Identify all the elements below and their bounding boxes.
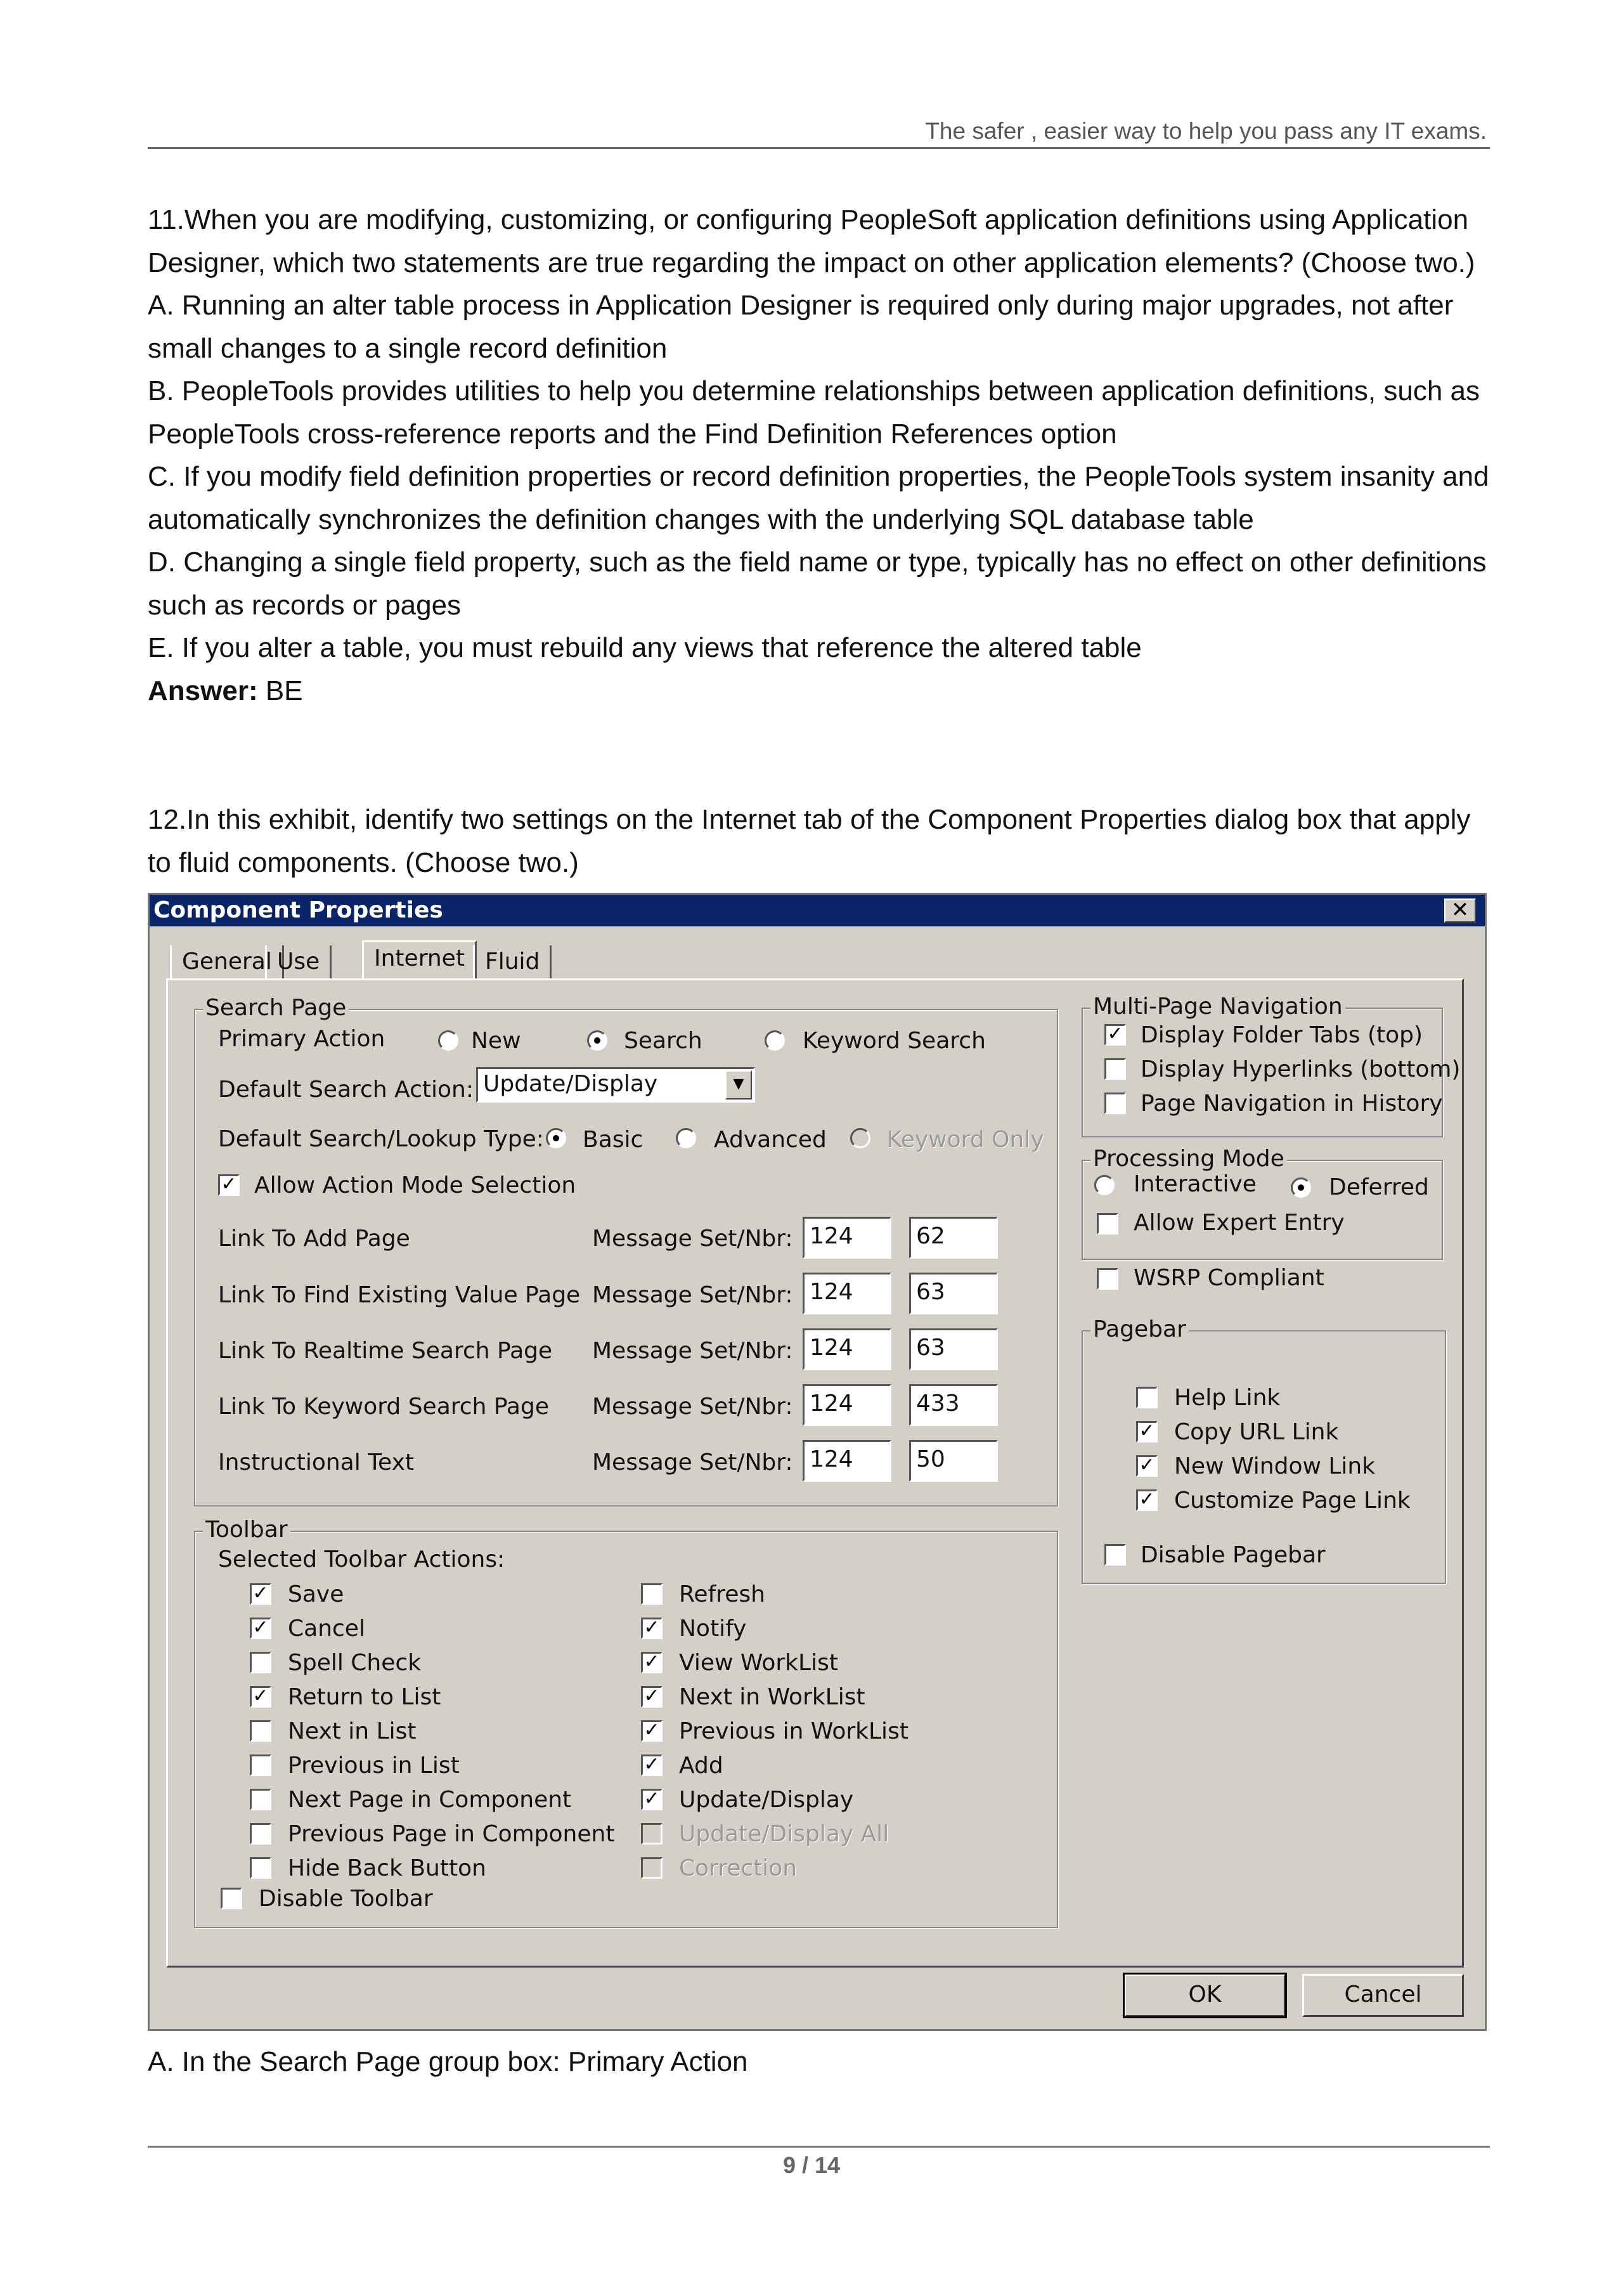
toolbar-add-checkbox[interactable]: ✓	[641, 1754, 663, 1776]
option-e: E. If you alter a table, you must rebuild any views that reference the altered table	[148, 632, 1142, 663]
toolbar-view-worklist-checkbox[interactable]: ✓	[641, 1652, 663, 1673]
search-page-title: Search Page	[203, 995, 349, 1021]
header-tagline: The safer , easier way to help you pass any IT exams.	[925, 118, 1487, 144]
answer-value: BE	[257, 675, 303, 706]
cancel-button[interactable]: Cancel	[1302, 1974, 1464, 2017]
tab-fluid[interactable]: Fluid	[473, 945, 552, 978]
default-search-action-label: Default Search Action:	[218, 1077, 474, 1103]
link-realtime-search-label: Link To Realtime Search Page	[218, 1338, 553, 1364]
display-folder-tabs-checkbox[interactable]: ✓	[1104, 1024, 1126, 1046]
toolbar-cancel-label: Cancel	[288, 1616, 365, 1642]
toolbar-spell-check-checkbox[interactable]	[250, 1652, 271, 1673]
tab-use[interactable]: Use	[265, 945, 332, 978]
chevron-down-icon[interactable]: ▼	[725, 1070, 752, 1099]
primary-search-label: Search	[624, 1028, 702, 1054]
toolbar-view-worklist-label: View WorkList	[679, 1650, 838, 1676]
toolbar-hide-back-checkbox[interactable]	[250, 1857, 271, 1879]
pagebar-title: Pagebar	[1090, 1316, 1189, 1342]
disable-pagebar-checkbox[interactable]	[1104, 1544, 1126, 1566]
link-keyword-search-nbr-input[interactable]: 433	[909, 1384, 998, 1426]
question-12-option-a	[148, 2040, 1498, 2084]
allow-action-mode-checkbox[interactable]: ✓	[218, 1174, 240, 1196]
message-set-label: Message Set/Nbr:	[592, 1282, 793, 1308]
lookup-keyword-only-label: Keyword Only	[887, 1127, 1044, 1153]
default-search-action-select[interactable]	[476, 1067, 755, 1103]
default-search-action-value: Update/Display	[483, 1071, 658, 1097]
question-11-text: 11.When you are modifying, customizing, or configuring PeopleSoft application definitions using Application Designer, which two statements are true regarding the impact on other application elements? (Choose two.)	[148, 204, 1475, 278]
toolbar-hide-back-label: Hide Back Button	[288, 1855, 486, 1881]
primary-keyword-radio[interactable]	[765, 1030, 785, 1051]
dialog-titlebar	[150, 895, 1485, 926]
toolbar-notify-label: Notify	[679, 1616, 747, 1642]
toolbar-cancel-checkbox[interactable]: ✓	[250, 1618, 271, 1639]
toolbar-update-display-label: Update/Display	[679, 1787, 854, 1813]
wsrp-compliant-checkbox[interactable]	[1097, 1268, 1118, 1290]
question-12-text: 12.In this exhibit, identify two settings on the Internet tab of the Component Properties dialog box that apply to fluid components. (Choose two.)	[148, 804, 1471, 878]
toolbar-spell-check-label: Spell Check	[288, 1650, 422, 1676]
tab-general[interactable]: General	[170, 945, 284, 978]
allow-expert-entry-label: Allow Expert Entry	[1134, 1210, 1345, 1236]
new-window-link-label: New Window Link	[1174, 1453, 1376, 1479]
toolbar-next-in-list-label: Next in List	[288, 1718, 417, 1744]
ok-button[interactable]: OK	[1124, 1974, 1286, 2017]
toolbar-previous-in-list-label: Previous in List	[288, 1753, 460, 1779]
instructional-text-nbr-input[interactable]: 50	[909, 1440, 998, 1482]
allow-expert-entry-checkbox[interactable]	[1097, 1213, 1118, 1235]
message-set-label: Message Set/Nbr:	[592, 1450, 793, 1476]
answer-label: Answer:	[148, 675, 258, 706]
lookup-advanced-radio[interactable]	[676, 1128, 696, 1148]
disable-pagebar-label: Disable Pagebar	[1141, 1542, 1326, 1568]
instructional-text-set-input[interactable]: 124	[803, 1440, 891, 1482]
interactive-radio[interactable]	[1094, 1175, 1115, 1195]
default-lookup-label: Default Search/Lookup Type:	[218, 1126, 544, 1152]
toolbar-return-to-list-label: Return to List	[288, 1684, 441, 1710]
copy-url-link-checkbox[interactable]: ✓	[1136, 1421, 1158, 1443]
toolbar-next-page-checkbox[interactable]	[250, 1789, 271, 1810]
copy-url-link-label: Copy URL Link	[1174, 1419, 1339, 1445]
interactive-label: Interactive	[1134, 1171, 1257, 1197]
link-add-page-label: Link To Add Page	[218, 1226, 410, 1252]
primary-new-radio[interactable]	[438, 1030, 458, 1051]
customize-page-link-checkbox[interactable]: ✓	[1136, 1489, 1158, 1511]
toolbar-title: Toolbar	[203, 1517, 290, 1543]
toolbar-next-worklist-checkbox[interactable]: ✓	[641, 1686, 663, 1708]
primary-keyword-label: Keyword Search	[803, 1028, 986, 1054]
question-12	[148, 798, 1498, 884]
toolbar-update-display-all-checkbox	[641, 1823, 663, 1845]
link-find-existing-label: Link To Find Existing Value Page	[218, 1282, 581, 1308]
instructional-text-label: Instructional Text	[218, 1450, 414, 1476]
toolbar-correction-label: Correction	[679, 1855, 798, 1881]
toolbar-previous-page-label: Previous Page in Component	[288, 1821, 615, 1847]
link-find-existing-set-input[interactable]: 124	[803, 1273, 891, 1314]
option-a-text: A. In the Search Page group box: Primary Action	[148, 2046, 748, 2077]
help-link-label: Help Link	[1174, 1385, 1281, 1411]
display-folder-tabs-label: Display Folder Tabs (top)	[1141, 1022, 1423, 1048]
lookup-advanced-label: Advanced	[714, 1127, 827, 1153]
link-realtime-search-nbr-input[interactable]: 63	[909, 1328, 998, 1370]
disable-toolbar-checkbox[interactable]	[221, 1888, 242, 1909]
display-hyperlinks-checkbox[interactable]	[1104, 1058, 1126, 1080]
page-number: 9 / 14	[782, 2152, 841, 2178]
toolbar-update-display-all-label: Update/Display All	[679, 1821, 889, 1847]
processing-mode-title: Processing Mode	[1090, 1146, 1287, 1172]
component-properties-dialog	[148, 893, 1487, 2031]
page-navigation-history-checkbox[interactable]	[1104, 1093, 1126, 1114]
dialog-title: Component Properties	[153, 897, 443, 923]
link-add-page-set-input[interactable]: 124	[803, 1217, 891, 1259]
help-link-checkbox[interactable]	[1136, 1387, 1158, 1408]
message-set-label: Message Set/Nbr:	[592, 1394, 793, 1420]
lookup-basic-radio[interactable]	[546, 1128, 566, 1148]
multi-page-navigation-title: Multi-Page Navigation	[1090, 994, 1345, 1020]
question-11	[148, 198, 1498, 712]
customize-page-link-label: Customize Page Link	[1174, 1488, 1411, 1514]
toolbar-add-label: Add	[679, 1753, 723, 1779]
link-add-page-nbr-input[interactable]: 62	[909, 1217, 998, 1259]
header-divider	[148, 147, 1490, 149]
tab-internet[interactable]: Internet	[362, 940, 477, 980]
footer-divider	[148, 2146, 1490, 2148]
link-keyword-search-label: Link To Keyword Search Page	[218, 1394, 549, 1420]
deferred-radio[interactable]	[1291, 1177, 1311, 1198]
message-set-label: Message Set/Nbr:	[592, 1226, 793, 1252]
toolbar-next-page-label: Next Page in Component	[288, 1787, 572, 1813]
primary-action-label: Primary Action	[218, 1026, 385, 1052]
option-c: C. If you modify field definition properties or record definition properties, the PeopleTools system insanity and automatically synchronizes the definition changes with the underlying SQL database table	[148, 461, 1489, 535]
toolbar-previous-worklist-label: Previous in WorkList	[679, 1718, 908, 1744]
option-a: A. Running an alter table process in Application Designer is required only during major upgrades, not after small changes to a single record definition	[148, 290, 1454, 364]
disable-toolbar-label: Disable Toolbar	[259, 1886, 433, 1912]
page-navigation-history-label: Page Navigation in History	[1141, 1091, 1443, 1117]
toolbar-next-in-list-checkbox[interactable]	[250, 1720, 271, 1742]
option-b: B. PeopleTools provides utilities to help you determine relationships between application definitions, such as PeopleTools cross-reference reports and the Find Definition References option	[148, 375, 1480, 450]
toolbar-update-display-checkbox[interactable]: ✓	[641, 1789, 663, 1810]
selected-toolbar-actions-label: Selected Toolbar Actions:	[218, 1547, 505, 1573]
deferred-label: Deferred	[1329, 1174, 1429, 1200]
option-d: D. Changing a single field property, such as the field name or type, typically has no effect on other definitions such as records or pages	[148, 547, 1487, 621]
toolbar-previous-worklist-checkbox[interactable]: ✓	[641, 1720, 663, 1742]
display-hyperlinks-label: Display Hyperlinks (bottom)	[1141, 1056, 1461, 1082]
toolbar-previous-page-checkbox[interactable]	[250, 1823, 271, 1845]
primary-new-label: New	[471, 1028, 521, 1054]
toolbar-refresh-label: Refresh	[679, 1581, 765, 1607]
toolbar-save-checkbox[interactable]: ✓	[250, 1583, 271, 1605]
close-icon[interactable]: ✕	[1444, 898, 1476, 923]
primary-search-radio[interactable]	[587, 1030, 607, 1051]
message-set-label: Message Set/Nbr:	[592, 1338, 793, 1364]
toolbar-correction-checkbox	[641, 1857, 663, 1879]
link-realtime-search-set-input[interactable]: 124	[803, 1328, 891, 1370]
new-window-link-checkbox[interactable]: ✓	[1136, 1455, 1158, 1477]
allow-action-mode-label: Allow Action Mode Selection	[254, 1172, 576, 1198]
link-find-existing-nbr-input[interactable]: 63	[909, 1273, 998, 1314]
toolbar-previous-in-list-checkbox[interactable]	[250, 1754, 271, 1776]
toolbar-save-label: Save	[288, 1581, 344, 1607]
link-keyword-search-set-input[interactable]: 124	[803, 1384, 891, 1426]
answer-line	[148, 670, 1498, 713]
wsrp-compliant-label: WSRP Compliant	[1134, 1265, 1324, 1291]
toolbar-next-worklist-label: Next in WorkList	[679, 1684, 865, 1710]
lookup-keyword-only-radio	[850, 1128, 870, 1148]
toolbar-refresh-checkbox[interactable]	[641, 1583, 663, 1605]
toolbar-return-to-list-checkbox[interactable]: ✓	[250, 1686, 271, 1708]
toolbar-notify-checkbox[interactable]: ✓	[641, 1618, 663, 1639]
lookup-basic-label: Basic	[583, 1127, 643, 1153]
